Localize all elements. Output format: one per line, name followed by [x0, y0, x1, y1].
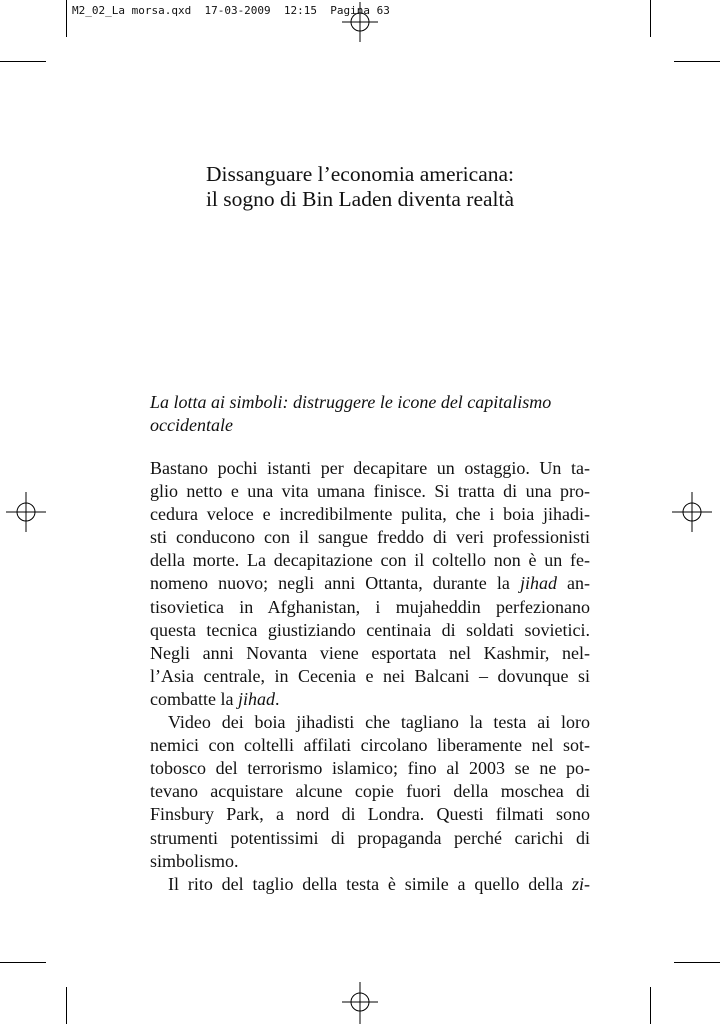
crop-mark-bottom-right-vertical [650, 987, 651, 1024]
registration-mark-top-icon [338, 2, 382, 46]
body-line: nemici con coltelli affilati circolano liberamente nel sot- [150, 735, 590, 756]
body-line: simbolismo. [150, 850, 239, 871]
registration-mark-bottom-icon [338, 980, 382, 1024]
body-line: l’Asia centrale, in Cecenia e nei Balcani – dovunque si [150, 665, 590, 686]
print-slug: M2_02_La morsa.qxd 17-03-2009 12:15 Pagina 63 [72, 4, 390, 17]
section-heading [150, 391, 590, 437]
body-text-span: nomeno nuovo; negli anni Ottanta, durante la [150, 573, 510, 594]
italic-term: zi- [572, 873, 590, 894]
body-line: Bastano pochi istanti per decapitare un ostaggio. Un ta- [150, 458, 590, 478]
body-line: tevano acquistare alcune copie fuori della moschea di [150, 781, 590, 802]
body-text-span: an- [567, 573, 591, 594]
crop-mark-bottom-right-horizontal [674, 962, 720, 963]
body-line: strumenti potentissimi di propaganda perché carichi di [150, 827, 590, 848]
body-line [150, 572, 590, 595]
body-text-span: Il rito del taglio della testa è simile a quello della [168, 873, 564, 894]
body-line: Video dei boia jihadisti che tagliano la testa ai loro [168, 712, 590, 733]
italic-term: jihad [237, 688, 275, 709]
body-line [150, 688, 590, 711]
crop-mark-bottom-left-vertical [66, 987, 67, 1024]
body-line: della morte. La decapitazione con il coltello non è un fe- [150, 550, 590, 571]
italic-term: jihad [519, 573, 557, 594]
crop-mark-top-left-horizontal [0, 61, 46, 62]
body-text-span: . [274, 688, 280, 709]
body-line: Finsbury Park, a nord di Londra. Questi filmati sono [150, 804, 590, 825]
crop-mark-top-right-horizontal [674, 61, 720, 62]
body-line: cedura veloce e incredibilmente pulita, che i boia jihadi- [150, 504, 590, 525]
crop-mark-top-left-vertical [66, 0, 67, 37]
body-line: sti conducono con il sangue freddo di veri professionisti [150, 527, 590, 548]
section-heading-line-2: occidentale [150, 415, 233, 435]
body-line: tobosco del terrorismo islamico; fino al 2003 se ne po- [150, 758, 590, 779]
registration-mark-left-icon [4, 490, 48, 534]
body-line: tisovietica in Afghanistan, i mujaheddin perfezionano [150, 596, 590, 617]
body-line [150, 873, 590, 896]
registration-mark-right-icon [670, 490, 714, 534]
chapter-title-line-1: Dissanguare l’economia americana: [205, 162, 515, 186]
body-line: questa tecnica giustiziando centinaia di soldati sovietici. [150, 619, 590, 640]
body-line: glio netto e una vita umana finisce. Si tratta di una pro- [150, 481, 590, 502]
crop-mark-top-right-vertical [650, 0, 651, 37]
body-text [150, 457, 590, 896]
crop-mark-bottom-left-horizontal [0, 962, 46, 963]
body-line: Negli anni Novanta viene esportata nel Kashmir, nel- [150, 642, 590, 663]
chapter-title-line-2: il sogno di Bin Laden diventa realtà [205, 187, 515, 211]
body-text-span: combatte la [150, 688, 234, 709]
section-heading-line-1: La lotta ai simboli: distruggere le icone del capitalismo [150, 392, 552, 412]
chapter-title [150, 162, 570, 212]
